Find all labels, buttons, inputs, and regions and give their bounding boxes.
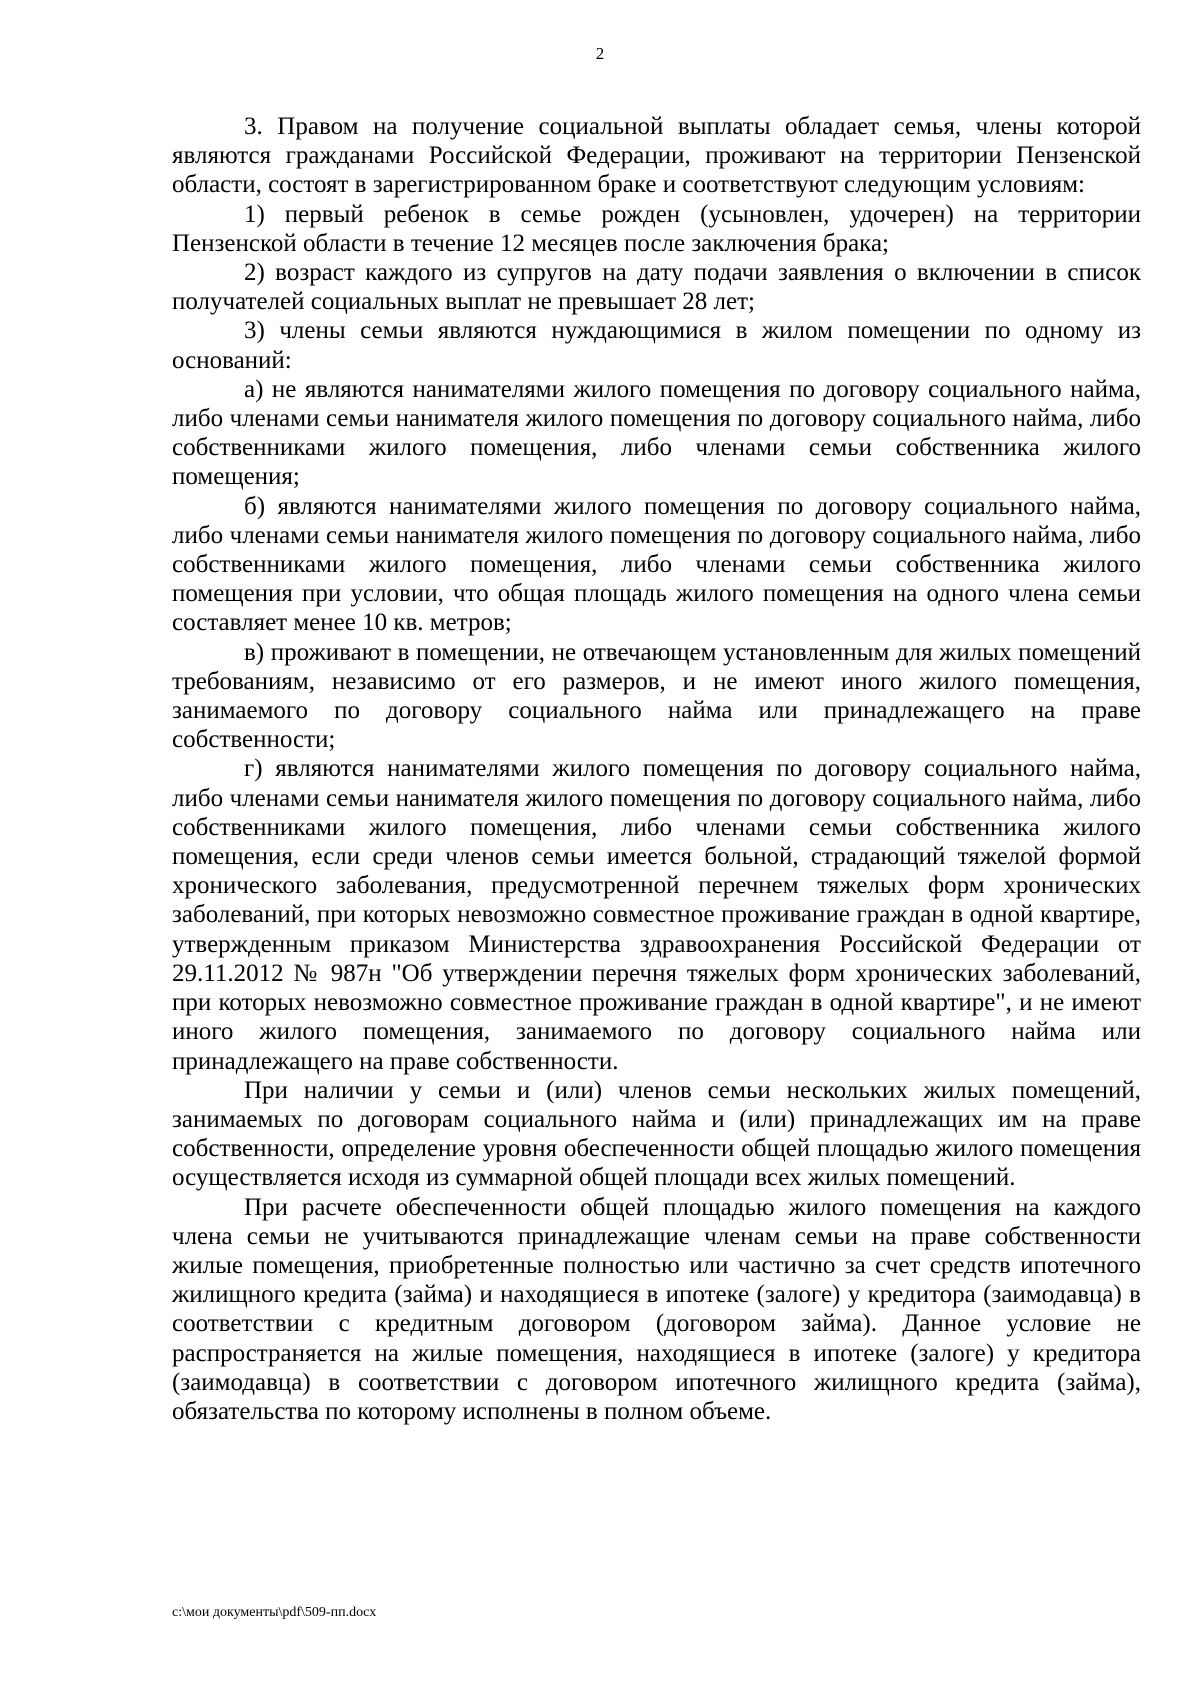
paragraph-condition-3: 3) члены семьи являются нуждающимися в жилом помещении по одному из оснований: — [172, 317, 1141, 374]
paragraph-multiple-dwellings: При наличии у семьи и (или) членов семьи нескольких жилых помещений, занимаемых по договорам социального найма и (или) принадлежащих им на праве собственности, определение уровня обеспеченности общей площадью жилого помещения осуществляется исходя из суммарной общей площади всех жилых помещений. — [172, 1076, 1141, 1192]
paragraph-condition-2: 2) возраст каждого из супругов на дату подачи заявления о включении в список получателей социальных выплат не превышает 28 лет; — [172, 259, 1141, 316]
document-body — [172, 112, 1141, 1426]
paragraph-subitem-b: б) являются нанимателями жилого помещения по договору социального найма, либо членами семьи нанимателя жилого помещения по договору социального найма, либо собственниками жилого помещения, либо членами семьи собственника жилого помещения при условии, что общая площадь жилого помещения на одного члена семьи составляет менее 10 кв. метров; — [172, 492, 1141, 637]
paragraph-mortgage-calculation: При расчете обеспеченности общей площадью жилого помещения на каждого члена семьи не учитываются принадлежащие членам семьи на праве собственности жилые помещения, приобретенные полностью или частично за счет средств ипотечного жилищного кредита (займа) и находящиеся в ипотеке (залоге) у кредитора (заимодавца) в соответствии с кредитным договором (договором займа). Данное условие не распространяется на жилые помещения, находящиеся в ипотеке (залоге) у кредитора (заимодавца) в соответствии с договором ипотечного жилищного кредита (займа), обязательства по которому исполнены в полном объеме. — [172, 1193, 1141, 1425]
paragraph-condition-1: 1) первый ребенок в семье рожден (усыновлен, удочерен) на территории Пензенской области в течение 12 месяцев после заключения брака; — [172, 200, 1141, 257]
paragraph-item-3: 3. Правом на получение социальной выплаты обладает семья, члены которой являются гражданами Российской Федерации, проживают на территории Пензенской области, состоят в зарегистрированном браке и соответствуют следующим условиям: — [172, 113, 1141, 199]
paragraph-subitem-a: а) не являются нанимателями жилого помещения по договору социального найма, либо членами семьи нанимателя жилого помещения по договору социального найма, либо собственниками жилого помещения, либо членами семьи собственника жилого помещения; — [172, 375, 1141, 491]
page-number: 2 — [595, 44, 605, 63]
footer-file-path: c:\мои документы\pdf\509-пп.docx — [172, 1605, 377, 1620]
paragraph-subitem-g: г) являются нанимателями жилого помещения по договору социального найма, либо членами семьи нанимателя жилого помещения по договору социального найма, либо собственниками жилого помещения, либо членами семьи собственника жилого помещения, если среди членов семьи имеется больной, страдающий тяжелой формой хронического заболевания, предусмотренной перечнем тяжелых форм хронических заболеваний, при которых невозможно совместное проживание граждан в одной квартире, утвержденным приказом Министерства здравоохранения Российской Федерации от 29.11.2012 № 987н "Об утверждении перечня тяжелых форм хронических заболеваний, при которых невозможно совместное проживание граждан в одной квартире", и не имеют иного жилого помещения, занимаемого по договору социального найма или принадлежащего на праве собственности. — [172, 755, 1141, 1075]
paragraph-subitem-v: в) проживают в помещении, не отвечающем установленным для жилых помещений требованиям, независимо от его размеров, и не имеют иного жилого помещения, занимаемого по договору социального найма или принадлежащего на праве собственности; — [172, 638, 1141, 754]
